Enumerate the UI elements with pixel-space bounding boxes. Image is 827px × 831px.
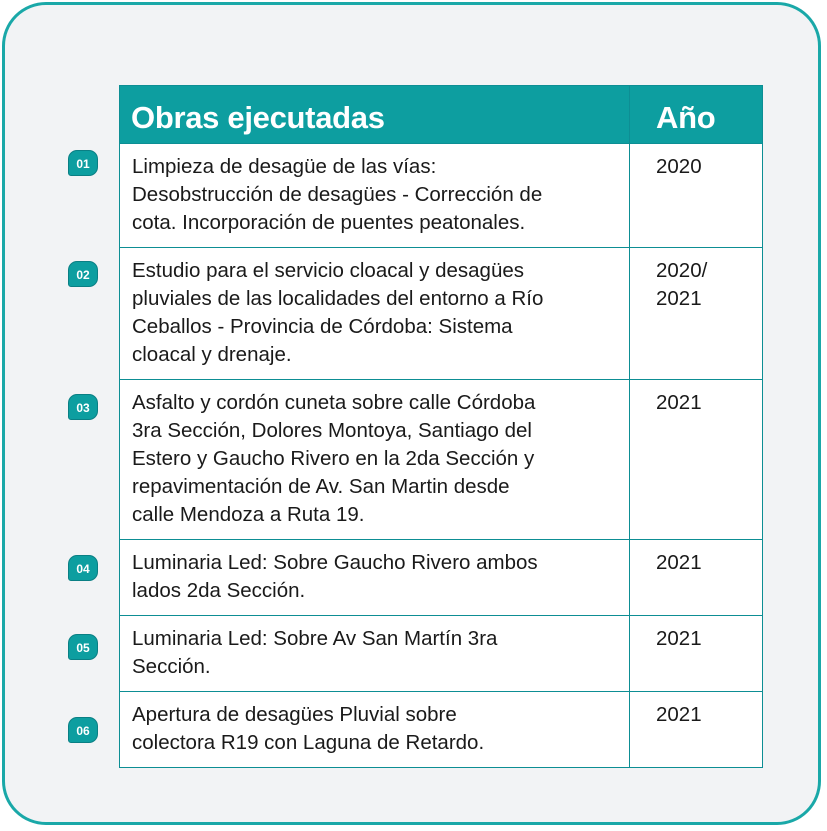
work-year: 2021 bbox=[630, 692, 763, 768]
work-year: 2021 bbox=[630, 616, 763, 692]
header-year: Año bbox=[630, 86, 763, 144]
card-frame bbox=[2, 2, 821, 825]
row-number-badge: 04 bbox=[68, 555, 98, 581]
row-number-badge: 01 bbox=[68, 150, 98, 176]
table-row bbox=[120, 692, 763, 768]
work-year: 2020/ 2021 bbox=[630, 248, 763, 380]
table-row bbox=[120, 248, 763, 380]
row-number-badge: 03 bbox=[68, 394, 98, 420]
table-row bbox=[120, 540, 763, 616]
row-number-badge: 02 bbox=[68, 261, 98, 287]
work-description: Apertura de desagües Pluvial sobre colectora R19 con Laguna de Retardo. bbox=[120, 692, 630, 768]
work-year: 2021 bbox=[630, 380, 763, 540]
work-description: Luminaria Led: Sobre Av San Martín 3ra Sección. bbox=[120, 616, 630, 692]
work-year: 2021 bbox=[630, 540, 763, 616]
work-description: Luminaria Led: Sobre Gaucho Rivero ambos lados 2da Sección. bbox=[120, 540, 630, 616]
row-number-badge: 05 bbox=[68, 634, 98, 660]
works-table bbox=[119, 85, 763, 768]
header-works: Obras ejecutadas bbox=[120, 86, 630, 144]
work-description: Asfalto y cordón cuneta sobre calle Córdoba 3ra Sección, Dolores Montoya, Santiago del Estero y Gaucho Rivero en la 2da Sección y repavimentación de Av. San Martin desde calle Mendoza a Ruta 19. bbox=[120, 380, 630, 540]
row-number-badge: 06 bbox=[68, 717, 98, 743]
work-description: Limpieza de desagüe de las vías: Desobstrucción de desagües - Corrección de cota. Incorporación de puentes peatonales. bbox=[120, 144, 630, 248]
table-row bbox=[120, 144, 763, 248]
work-year: 2020 bbox=[630, 144, 763, 248]
work-description: Estudio para el servicio cloacal y desagües pluviales de las localidades del entorno a Río Ceballos - Provincia de Córdoba: Sistema cloacal y drenaje. bbox=[120, 248, 630, 380]
table-header-row bbox=[120, 86, 763, 144]
table-row bbox=[120, 616, 763, 692]
table-row bbox=[120, 380, 763, 540]
